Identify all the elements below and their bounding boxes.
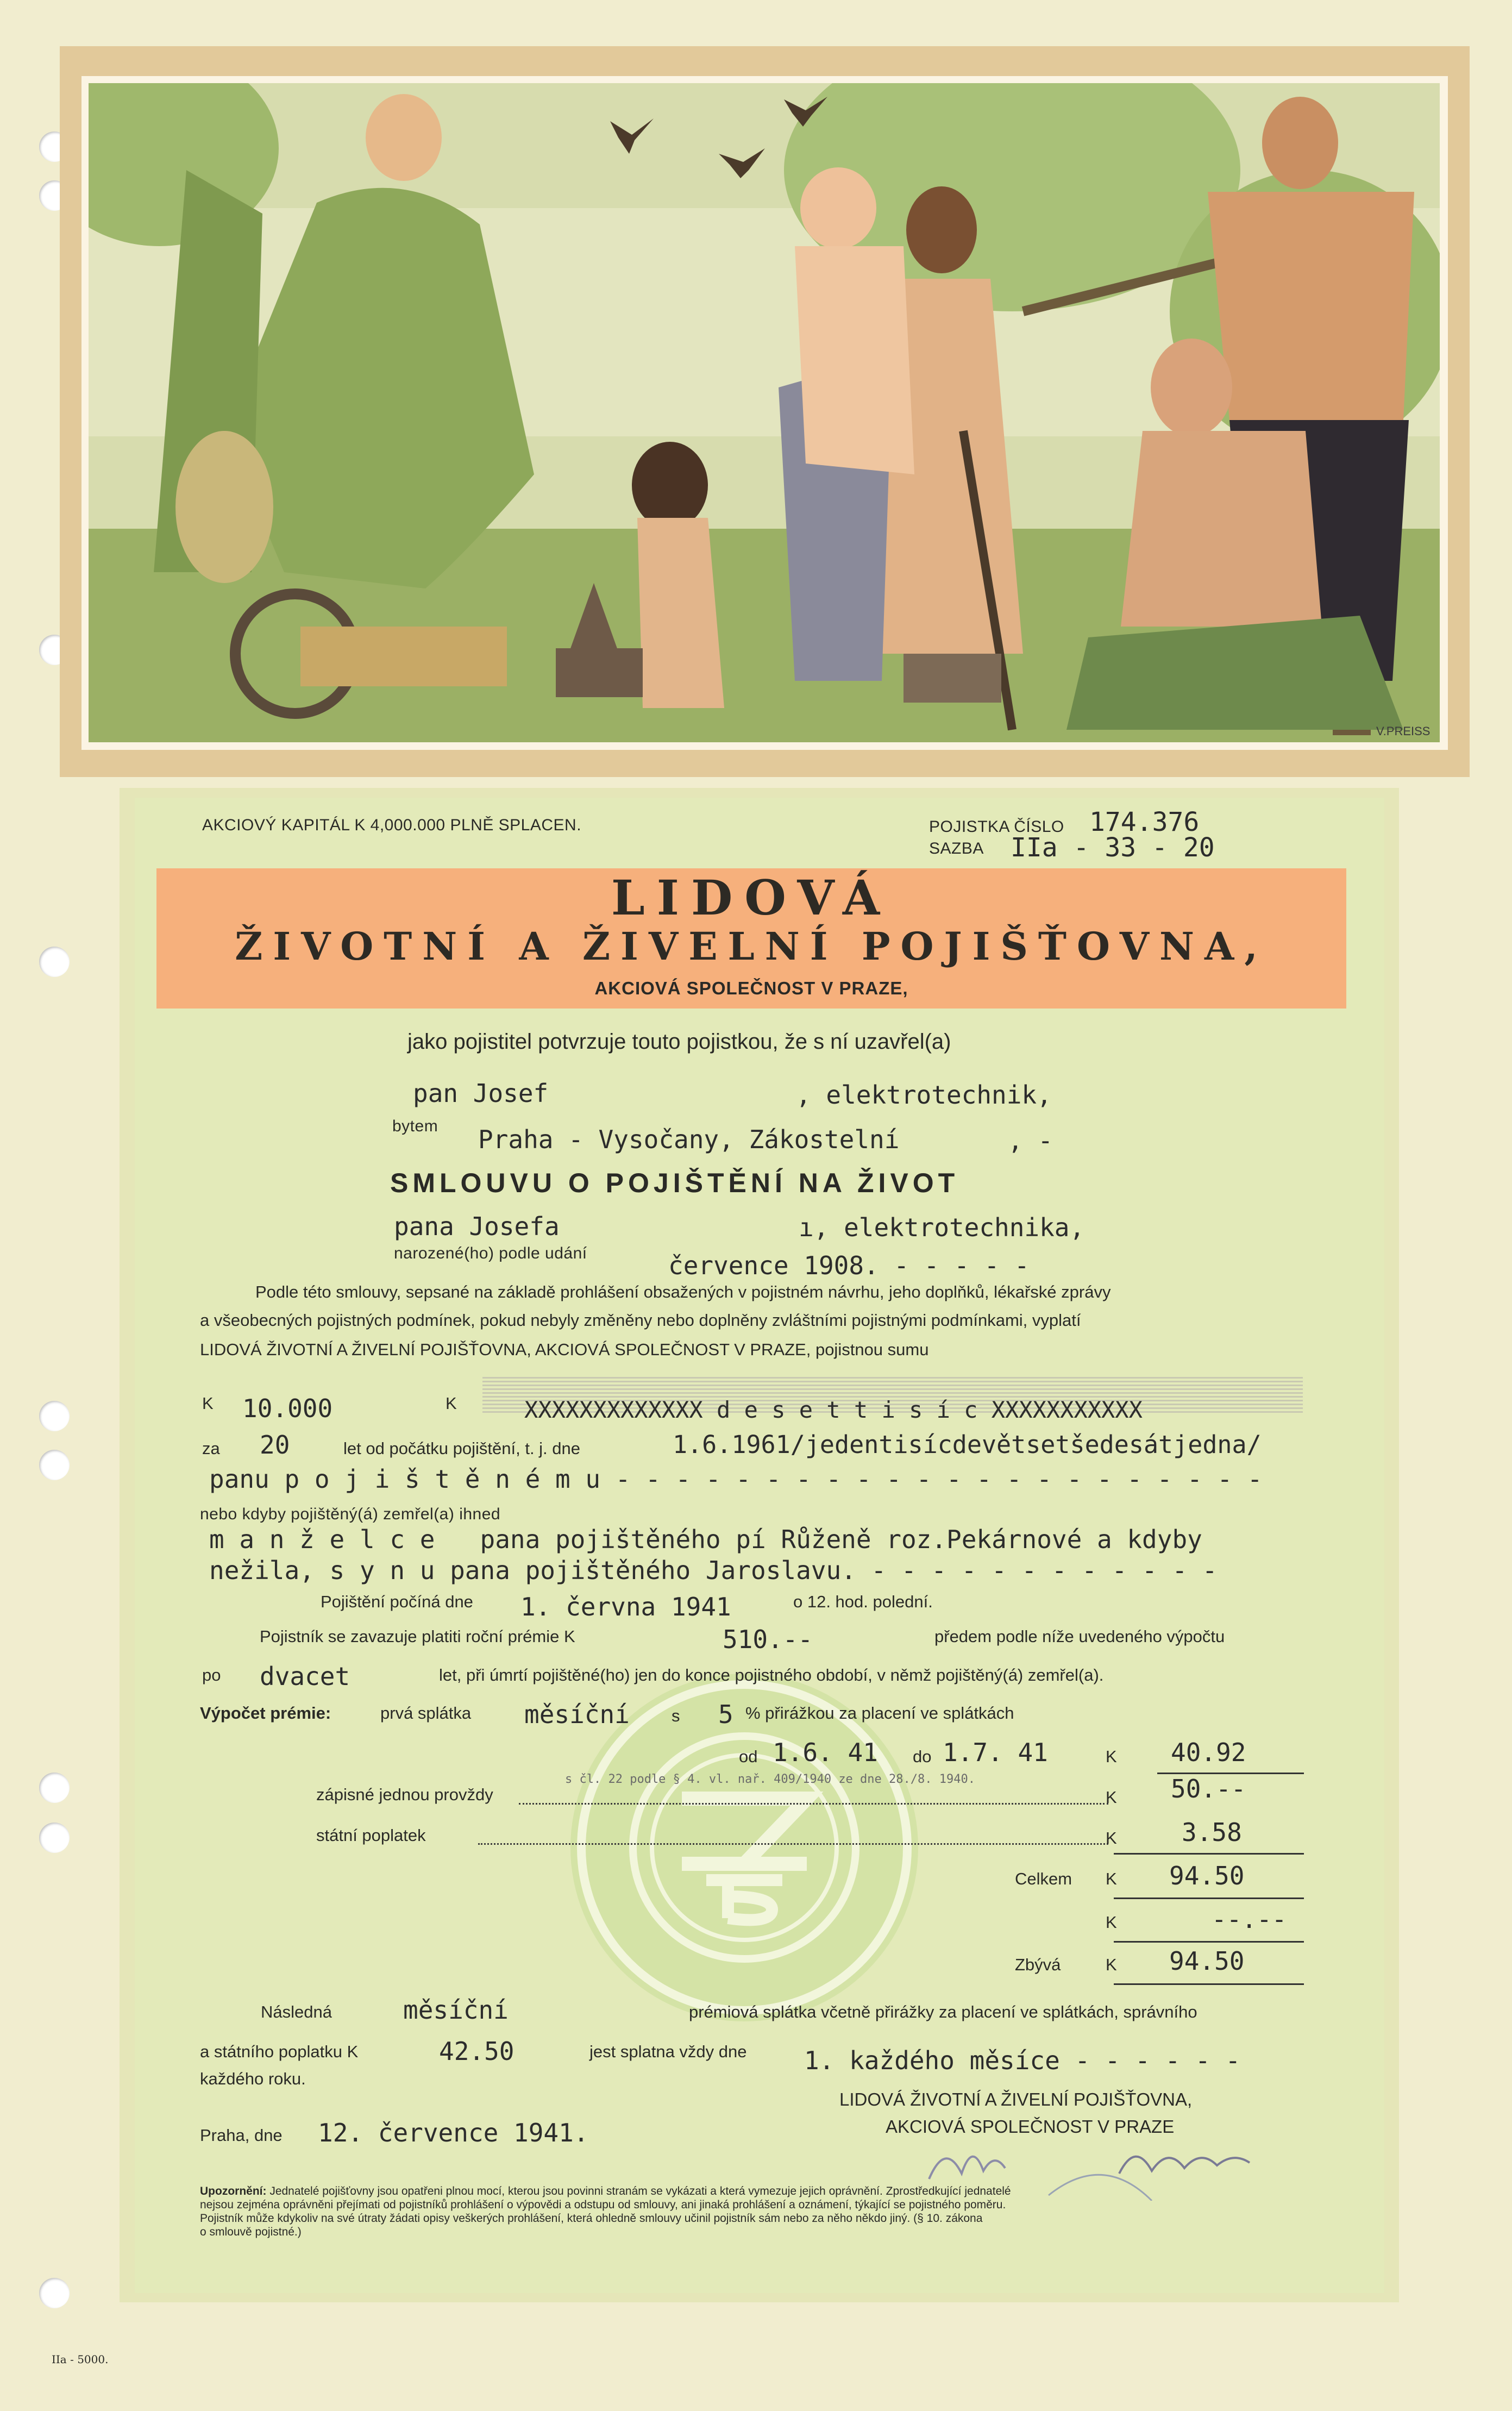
punch-hole: [39, 1401, 70, 1431]
calc-to-date: 1.7. 41: [943, 1738, 1048, 1767]
punch-hole: [39, 1823, 70, 1853]
beneficiary-second-line1: m a n ž e l c e pana pojištěného pí Růženě roz.Pekárnové a kdyby: [209, 1525, 1202, 1554]
calc-remaining-label: Zbývá: [1015, 1955, 1061, 1974]
terms-line3: LIDOVÁ ŽIVOTNÍ A ŽIVELNÍ POJIŠŤOVNA, AKCIOVÁ SPOLEČNOST V PRAZE, pojistnou sumu: [200, 1340, 929, 1359]
contract-title: SMLOUVU O POJIŠTĚNÍ NA ŽIVOT: [390, 1168, 959, 1198]
rate-value: IIa - 33 - 20: [1011, 832, 1215, 863]
company-name-line3: AKCIOVÁ SPOLEČNOST V PRAZE,: [594, 978, 908, 998]
holder-residence-tail: , -: [1008, 1126, 1053, 1155]
policy-number-label: POJISTKA ČÍSLO: [929, 818, 1064, 836]
beneficiary-if-dead-label: nebo kdyby pojištěný(á) zemřel(a) ihned: [200, 1505, 501, 1523]
calc-value-3: 3.58: [1182, 1818, 1242, 1847]
illustration-art: [89, 83, 1440, 742]
issue-date: 12. července 1941.: [318, 2118, 589, 2147]
term-text: let od počátku pojištění, t. j. dne: [343, 1439, 580, 1458]
holder-occupation: , elektrotechnik,: [796, 1080, 1052, 1110]
premium-period-tail: let, při úmrtí pojištěné(ho) jen do konce pojistného období, v němž pojištěný(á) zemřel(a).: [439, 1665, 1104, 1684]
calc-rule-2: [1114, 1853, 1304, 1855]
notice-label: Upozornění:: [200, 2185, 267, 2197]
calc-first-label: prvá splátka: [380, 1704, 472, 1723]
notice-line3: Pojistník může kdykoliv na své útraty žádati opisy veškerých prohlášení, která ohledně smlouvy učinil pojistník sám nebo za něho někdo jiný. (§ 10. zákona: [200, 2212, 983, 2225]
holder-name: pan Josef: [413, 1079, 549, 1108]
intro-text: jako pojistitel potvrzuje touto pojistkou, že s ní uzavřel(a): [407, 1030, 951, 1054]
term-za-label: za: [202, 1439, 220, 1458]
premium-amount: 510.--: [723, 1625, 813, 1654]
signature-company-line1: LIDOVÁ ŽIVOTNÍ A ŽIVELNÍ POJIŠŤOVNA,: [839, 2089, 1193, 2109]
calc-total-label: Celkem: [1015, 1869, 1072, 1888]
calc-frequency: měsíční: [524, 1700, 630, 1729]
calc-label: Výpočet prémie:: [200, 1704, 331, 1723]
allegorical-illustration: [89, 83, 1440, 742]
punch-hole: [39, 947, 70, 977]
term-maturity-date: 1.6.1961/jedentisícdevětsetšedesátjedna/: [673, 1430, 1262, 1459]
subsequent-frequency: měsíční: [403, 1995, 509, 2025]
premium-period: dvacet: [260, 1662, 350, 1691]
calc-s-label: s: [672, 1706, 680, 1725]
calc-fee-label: zápisné jednou provždy: [316, 1785, 493, 1804]
policy-number: 174.376: [1089, 807, 1200, 837]
calc-state-fee-dots: [478, 1843, 1108, 1845]
sum-amount: 10.000: [242, 1394, 333, 1423]
calc-currency-5: K: [1106, 1913, 1117, 1932]
artist-signature: V.PREISS: [1376, 724, 1431, 738]
subsequent-amount: 42.50: [439, 2037, 515, 2066]
calc-currency-3: K: [1106, 1828, 1117, 1848]
calc-od-label: od: [739, 1747, 758, 1766]
punch-hole: [39, 2278, 70, 2308]
calc-currency-1: K: [1106, 1747, 1117, 1766]
terms-line1: Podle této smlouvy, sepsané na základě prohlášení obsažených v pojistném návrhu, jeho doplňků, lékařské zprávy: [255, 1282, 1111, 1301]
calc-value-1: 40.92: [1171, 1738, 1246, 1767]
calc-rule-4: [1114, 1941, 1304, 1943]
notice-line1: [200, 2184, 1303, 2198]
calc-from-date: 1.6. 41: [773, 1738, 878, 1767]
subsequent-due: 1. každého měsíce - - - - - -: [804, 2046, 1241, 2075]
insured-occupation: ı, elektrotechnika,: [799, 1213, 1085, 1242]
form-code: IIa - 5000.: [52, 2353, 109, 2366]
calc-state-fee-label: státní poplatek: [316, 1826, 426, 1845]
calc-currency-4: K: [1106, 1869, 1117, 1888]
calc-fee-dots: [519, 1803, 1108, 1805]
start-date: 1. června 1941: [520, 1592, 731, 1621]
born-value: července 1908. - - - - -: [668, 1251, 1030, 1280]
calc-currency-6: K: [1106, 1955, 1117, 1974]
subsequent-year-label: každého roku.: [200, 2069, 306, 2088]
sum-currency-label: K: [202, 1394, 214, 1413]
calc-value-2: 50.--: [1171, 1774, 1246, 1803]
terms-line2: a všeobecných pojistných podmínek, pokud nebyly změněny nebo doplněny zvláštními pojistnými podmínkami, vyplatí: [200, 1311, 1081, 1330]
insured-name: pana Josefa: [394, 1212, 560, 1241]
notice-line2: nejsou zejména oprávněni přejímati od pojistníků prohlášení o výpovědi a odstupu od smlouvy, ani jinaká prohlášení a oznámení, týkající se pojistného poměru.: [200, 2199, 1006, 2211]
calc-remaining: 94.50: [1169, 1946, 1245, 1976]
start-label: Pojištění počíná dne: [321, 1592, 473, 1611]
calc-rule-3: [1114, 1898, 1304, 1899]
calc-percent: 5: [718, 1700, 733, 1729]
calc-value-5: --.--: [1212, 1905, 1287, 1934]
calc-stamp-note: s čl. 22 podle § 4. vl. nař. 409/1940 ze dne 28./8. 1940.: [565, 1773, 975, 1786]
calc-currency-2: K: [1106, 1788, 1117, 1807]
company-name-line1: LIDOVÁ: [611, 869, 892, 926]
subsequent-due-label: jest splatna vždy dne: [589, 2042, 747, 2061]
term-years: 20: [260, 1430, 290, 1460]
born-label: narozené(ho) podle udání: [394, 1244, 587, 1262]
capital-statement: AKCIOVÝ KAPITÁL K 4,000.000 PLNĚ SPLACEN.: [202, 816, 582, 834]
notice-block: [200, 2184, 1303, 2239]
company-name-line2: ŽIVOTNÍ A ŽIVELNÍ POJIŠŤOVNA,: [235, 924, 1268, 969]
rate-label: SAZBA: [929, 840, 984, 857]
residence-label: bytem: [392, 1117, 438, 1135]
start-time: o 12. hod. polední.: [793, 1592, 933, 1611]
sum-in-words: XXXXXXXXXXXXX d e s e t t i s í c XXXXXXXXXXX: [524, 1396, 1143, 1423]
calc-do-label: do: [913, 1747, 932, 1766]
premium-tail: předem podle níže uvedeného výpočtu: [934, 1627, 1225, 1646]
subsequent-label: Následná: [261, 2002, 332, 2021]
place-date-label: Praha, dne: [200, 2126, 283, 2145]
notice-line4: o smlouvě pojistné.): [200, 2226, 302, 2238]
beneficiary-first: panu p o j i š t ě n é m u - - - - - - - - - - - - - - - - - - - - - -: [209, 1464, 1263, 1494]
calc-total: 94.50: [1169, 1861, 1245, 1890]
calc-surcharge-text: % přirážkou za placení ve splátkách: [745, 1704, 1014, 1723]
beneficiary-second-line2: nežila, s y n u pana pojištěného Jaroslavu. - - - - - - - - - - - -: [209, 1556, 1218, 1585]
subsequent-fee-label: a státního poplatku K: [200, 2042, 359, 2061]
premium-label: Pojistník se zavazuje platiti roční prémie K: [260, 1627, 575, 1646]
punch-hole: [39, 1450, 70, 1480]
subsequent-text: prémiová splátka včetně přirážky za placení ve splátkách, správního: [689, 2002, 1197, 2021]
punch-hole: [39, 1773, 70, 1803]
sum-words-currency-label: K: [446, 1394, 457, 1413]
notice-text1: Jednatelé pojišťovny jsou opatřeni plnou mocí, kterou jsou povinni stranám se vykázati a která vymezuje jejich oprávnění. Zprostředkující jednatelé: [269, 2185, 1011, 2197]
calc-rule-5: [1114, 1983, 1304, 1985]
holder-residence: Praha - Vysočany, Zákostelní: [478, 1125, 900, 1154]
signature-company-line2: AKCIOVÁ SPOLEČNOST V PRAZE: [886, 2116, 1175, 2137]
premium-po-label: po: [202, 1665, 221, 1684]
